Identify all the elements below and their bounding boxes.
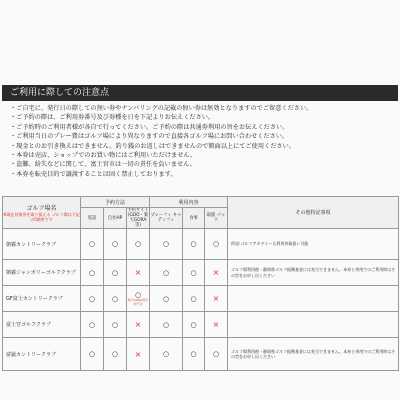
golf-course-table-wrap: [2, 196, 398, 371]
table-body: [3, 229, 399, 371]
availability-cell: [183, 229, 205, 260]
availability-cell: [183, 338, 205, 371]
course-name: 朝霧ジャンボリーゴルフクラブ: [3, 260, 81, 286]
notice-title: ご利用に際しての注意点: [10, 88, 110, 98]
head-remarks: その他特記事項: [228, 197, 399, 229]
availability-cell: [127, 338, 150, 371]
circle-mark: ○: [88, 240, 96, 248]
circle-mark: ○: [111, 294, 119, 303]
circle-mark: ○: [212, 350, 220, 358]
availability-cell: [150, 312, 183, 338]
remark-cell: 併設:ゴルフアカデミーも利用券取扱い可能: [228, 229, 399, 260]
availability-cell: [104, 338, 127, 371]
remark-cell: [228, 312, 399, 338]
head-name: ゴルフ場名: [26, 205, 57, 212]
circle-mark: ○: [88, 320, 96, 329]
notice-item: ・盗難、紛失などに関して、富士宮市は一切の責任を負いません。: [10, 161, 196, 169]
availability-cell: [205, 312, 228, 338]
availability-cell: [150, 286, 183, 312]
golf-course-table: [2, 196, 399, 371]
course-name: 朝霧カントリークラブ: [3, 229, 81, 260]
table-row: [3, 286, 399, 312]
head-name-cell: [3, 197, 81, 229]
course-name: 富士宮ゴルフクラブ: [3, 312, 81, 338]
circle-mark: ○: [162, 350, 170, 358]
notice-item: ・現金とのお引き換えはできません。釣り銭のお返しはできませんので額面以上にてご使用ください。: [10, 142, 295, 150]
availability-cell: [205, 286, 228, 312]
circle-mark: ○: [190, 350, 197, 358]
head-name-note: ※現在対象券を取り扱える ゴルフ場は下記の5箇所です: [3, 212, 80, 222]
circle-mark: ○: [111, 350, 119, 358]
circle-mark: ○: [190, 294, 197, 303]
availability-cell: [104, 229, 127, 260]
cross-mark: ×: [212, 268, 220, 277]
cross-mark: ×: [212, 320, 220, 329]
circle-mark: ○: [162, 294, 170, 303]
circle-mark: ○: [134, 291, 142, 299]
availability-cell: [127, 229, 150, 260]
availability-cell: [104, 286, 127, 312]
remark-cell: ゴルフ場利用税・静岡県ゴルフ振興基金には充当できません。本券と併用でのご利用時はその旨をお申し出ください: [228, 338, 399, 371]
table-row: [3, 229, 399, 260]
availability-cell: [183, 312, 205, 338]
notice-item: ・本券は売店、ショップでのお買い物にはご利用いただけません。: [10, 152, 197, 160]
cross-mark: ×: [134, 349, 142, 359]
cross-mark: ×: [134, 320, 142, 329]
notice-item: ・本券を転売目的で譲渡することは固く禁止しております。: [10, 170, 177, 178]
circle-mark: ○: [162, 268, 170, 277]
circle-mark: ○: [190, 240, 197, 248]
circle-mark: ○: [111, 268, 119, 277]
subhead-phone: 電話: [81, 208, 104, 229]
notice-item: ・ご予約時のご利用者様が各自で行ってください。ご予約の際は共通券利用の旨をお伝えください。: [10, 123, 289, 131]
availability-cell: [127, 312, 150, 338]
notice-banner: [2, 85, 398, 101]
subhead-own-site: 自社HP: [104, 208, 127, 229]
availability-cell: [150, 260, 183, 286]
subhead-booking-site: 予約サイト (GDO・楽天GORA等): [127, 208, 149, 228]
circle-mark: ○: [212, 240, 220, 248]
table-row: [3, 338, 399, 371]
availability-cell: [81, 286, 104, 312]
subhead-pack: 取扱 パック: [205, 208, 228, 229]
availability-cell: [81, 338, 104, 371]
circle-mark: ○: [190, 268, 197, 277]
notice-item: ・ご自宅に、発行日の際しての無い券やナンバリングの記載の無い券は無効となりますのでご留意ください。: [10, 105, 313, 112]
table-row: [3, 312, 399, 338]
course-name: GF富士カントリークラブ: [3, 286, 81, 312]
availability-cell: [127, 260, 150, 286]
circle-mark: ○: [88, 268, 96, 277]
circle-mark: ○: [88, 294, 96, 303]
availability-cell: [127, 286, 150, 312]
table-row: [3, 260, 399, 286]
circle-mark: ○: [190, 320, 197, 329]
availability-cell: [104, 312, 127, 338]
remark-cell: [228, 286, 399, 312]
availability-cell: [183, 286, 205, 312]
group-usage: 利用内容: [150, 197, 228, 208]
availability-cell: [81, 229, 104, 260]
circle-mark: ○: [134, 240, 142, 248]
circle-mark: ○: [162, 240, 170, 248]
cross-mark: ×: [212, 294, 220, 303]
subhead-play-fee: プレーフィ キャディフィ: [150, 208, 183, 229]
circle-mark: ○: [88, 350, 96, 358]
circle-mark: ○: [111, 240, 119, 248]
notice-list: [10, 104, 395, 179]
availability-cell: [205, 338, 228, 371]
availability-cell: [81, 260, 104, 286]
course-name: 富嶽カントリークラブ: [3, 338, 81, 371]
availability-cell: [150, 229, 183, 260]
availability-cell: [183, 260, 205, 286]
notice-item: ・ご利用当日のプレー費はゴルフ場により異なりますので直接各ゴルフ場にお問い合わせください。: [10, 133, 289, 141]
booking-site-note: 楽天GORA等予約不可: [127, 298, 149, 306]
availability-cell: [104, 260, 127, 286]
availability-cell: [205, 260, 228, 286]
availability-cell: [205, 229, 228, 260]
circle-mark: ○: [162, 320, 170, 329]
group-booking: 予約方法: [81, 197, 150, 208]
subhead-meal: 食事: [183, 208, 205, 229]
availability-cell: [150, 338, 183, 371]
notice-item: ・ご予約の際は、ご利用券番号及び券種を日を下記よりお伝えください。: [10, 114, 215, 122]
circle-mark: ○: [111, 320, 119, 329]
remark-cell: ゴルフ場利用税・静岡県ゴルフ振興基金には充当できません。本券と併用でのご利用時はその旨をお申し出ください: [228, 260, 399, 286]
cross-mark: ×: [134, 268, 142, 277]
availability-cell: [81, 312, 104, 338]
